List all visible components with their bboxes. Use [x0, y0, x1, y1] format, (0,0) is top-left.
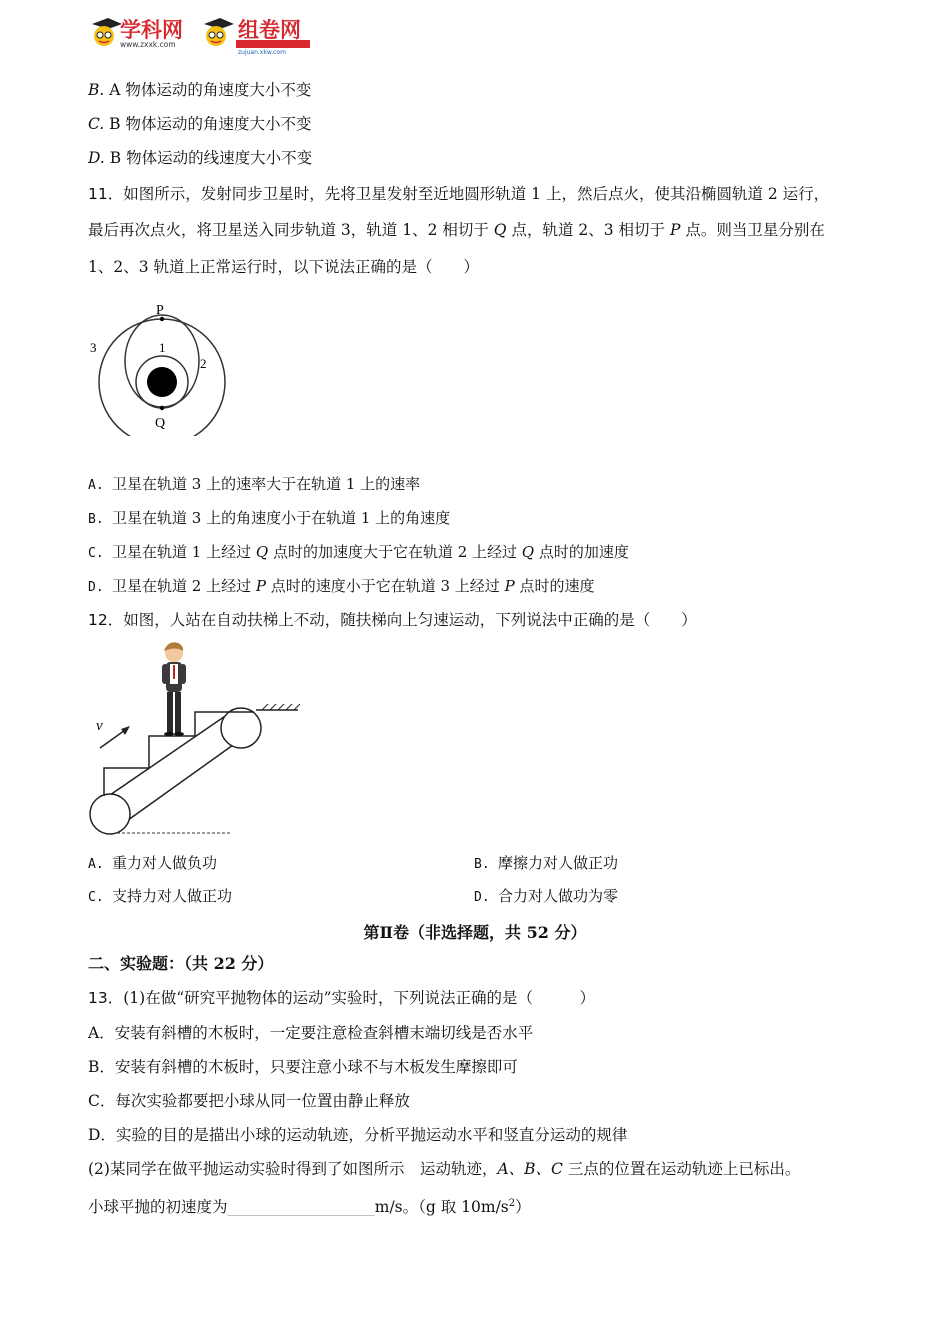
section-heading: 二、实验题：（共 22 分） [88, 954, 274, 973]
label-p: P [156, 303, 164, 318]
platform-hatch [262, 704, 300, 710]
mascot-icon [92, 18, 122, 46]
q12-option-a: A. 重力对人做负功 [88, 854, 218, 872]
q12-option-c: C. 支持力对人做正功 [88, 887, 233, 905]
q11-stem-line3: 1、2、3 轨道上正常运行时，以下说法正确的是（ ） [88, 258, 480, 276]
q12-stem: 12．如图，人站在自动扶梯上不动，随扶梯向上匀速运动，下列说法中正确的是（ ） [88, 611, 697, 629]
logo2-text: 组卷网 [238, 18, 301, 42]
orbit-figure [84, 296, 244, 436]
logo1-url: www.zxxk.com [120, 40, 176, 49]
label-2: 2 [200, 356, 207, 371]
q13-part2-line2: 小球平抛的初速度为___________________m/s。（g 取 $10m/s^2$） [88, 1198, 531, 1217]
bottom-roller [90, 794, 130, 834]
label-1: 1 [159, 340, 166, 355]
q13-option-b: B．安装有斜槽的木板时，只要注意小球不与木板发生摩擦即可 [88, 1058, 518, 1076]
velocity-label: v [96, 718, 103, 734]
q13-stem: 13．(1)在做“研究平抛物体的运动”实验时，下列说法正确的是（ ） [88, 989, 596, 1007]
q11-option-d: D. 卫星在轨道 2 上经过 P 点时的速度小于它在轨道 3 上经过 P 点时的速度 [88, 577, 595, 595]
q13-part2-line1: (2)某同学在做平抛运动实验时得到了如图所示 运动轨迹，A、B、C 三点的位置在运动轨迹上已标出。 [88, 1160, 801, 1178]
q10-option-c: C. B 物体运动的角速度大小不变 [88, 115, 312, 133]
q11-option-b: B. 卫星在轨道 3 上的角速度小于在轨道 1 上的角速度 [88, 509, 451, 527]
velocity-arrowhead [121, 726, 130, 735]
q11-option-c: C. 卫星在轨道 1 上经过 Q 点时的加速度大于它在轨道 2 上经过 Q 点时的加速度 [88, 543, 629, 561]
label-3: 3 [90, 340, 97, 355]
person-icon [162, 642, 186, 736]
logo1-text: 学科网 [120, 18, 183, 42]
mascot2-icon [204, 18, 234, 46]
point-q [160, 406, 164, 410]
section-title: 第Ⅱ卷（非选择题，共 52 分） [363, 923, 587, 942]
q13-option-d: D．实验的目的是描出小球的运动轨迹，分析平抛运动水平和竖直分运动的规律 [88, 1126, 628, 1144]
header-logos [86, 12, 326, 58]
q12-option-d: D. 合力对人做功为零 [474, 887, 619, 905]
q10-option-d: D. B 物体运动的线速度大小不变 [88, 149, 313, 167]
q13-option-a: A．安装有斜槽的木板时，一定要注意检查斜槽末端切线是否水平 [88, 1024, 534, 1042]
q11-stem-line1: 11．如图所示，发射同步卫星时，先将卫星发射至近地圆形轨道 1 上，然后点火，使其沿椭圆轨道 2 运行， [88, 185, 830, 203]
earth [147, 367, 177, 397]
top-roller [221, 708, 261, 748]
answer-blank[interactable]: ___________________ [227, 1198, 375, 1217]
logo2-url: zujuan.xkw.com [238, 49, 286, 56]
escalator-figure [84, 640, 304, 840]
q11-stem-line2: 最后再次点火，将卫星送入同步轨道 3，轨道 1、2 相切于 Q 点，轨道 2、3 相切于 P 点。则当卫星分别在 [88, 221, 825, 239]
q12-option-b: B. 摩擦力对人做正功 [474, 854, 619, 872]
label-q: Q [155, 416, 166, 431]
q13-option-c: C．每次实验都要把小球从同一位置由静止释放 [88, 1092, 410, 1110]
q10-option-b: B. A 物体运动的角速度大小不变 [88, 81, 312, 99]
q11-option-a: A. 卫星在轨道 3 上的速率大于在轨道 1 上的速率 [88, 475, 421, 493]
